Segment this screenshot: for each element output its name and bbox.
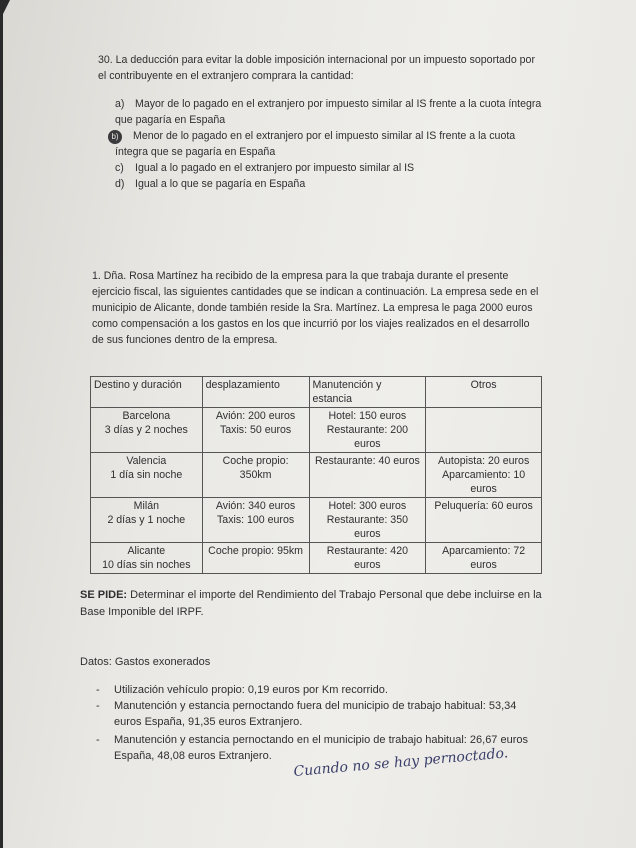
svg-text:Cuando no se hay pernoctado.: Cuando no se hay pernoctado. bbox=[292, 745, 509, 780]
destination: Valencia bbox=[126, 455, 167, 467]
table-row: Barcelona 3 días y 2 noches Avión: 200 euros Taxis: 50 euros Hotel: 150 euros Restaurante: 200 euros bbox=[91, 408, 542, 453]
question-text: 30. La deducción para evitar la doble imposición internacional por un impuesto soportado por el contribuyente en el extranjero comprara la cantidad: bbox=[98, 54, 535, 82]
duration: 1 día sin noche bbox=[110, 469, 183, 481]
se-pide-label: SE PIDE: bbox=[80, 589, 128, 601]
destination: Barcelona bbox=[122, 410, 171, 422]
header-otros: Otros bbox=[426, 377, 542, 408]
table-header-row bbox=[91, 377, 542, 408]
destination: Milán bbox=[133, 500, 159, 512]
handwritten-note bbox=[290, 745, 509, 806]
list-item: - Manutención y estancia pernoctando fuera del municipio de trabajo habitual: 53,34 euros España, 91,35 euros Extranjero. bbox=[96, 700, 517, 728]
table-row: Valencia 1 día sin noche Coche propio: 350km Restaurante: 40 euros Autopista: 20 euros Aparcamiento: 10 euros bbox=[91, 453, 542, 498]
table-row: Milán 2 días y 1 noche Avión: 340 euros Taxis: 100 euros Hotel: 300 euros Restaurante: 350 euros Peluquería: 60 euros bbox=[91, 498, 542, 543]
destination: Alicante bbox=[127, 545, 166, 557]
option-b: b) Menor de lo pagado en el extranjero por el impuesto similar al IS frente a la cuota íntegra que se pagaría en España bbox=[115, 128, 545, 160]
option-c: c) Igual a lo pagado en el extranjero por impuesto similar al IS bbox=[115, 162, 415, 174]
list-item: - Manutención y estancia pernoctando en el municipio de trabajo habitual: 26,67 euros España, 48,08 euros Extranjero. bbox=[96, 734, 528, 762]
option-d: d) Igual a lo que se pagaría en España bbox=[115, 178, 306, 190]
table-row: Alicante 10 días sin noches Coche propio: 95km Restaurante: 420 euros Aparcamiento: 72 euros bbox=[91, 543, 542, 574]
selected-answer-mark: b) bbox=[108, 130, 122, 144]
case-statement: 1. Dña. Rosa Martínez ha recibido de la empresa para la que trabaja durante el presente ejercicio fiscal, las siguientes cantidades que se indican a continuación. La empresa sede en el municipio de Alicante, donde también reside la Sra. Martínez. La empresa le paga 2000 euros como compensación a los gastos en los que incurrió por los viajes realizados en el desarrollo de sus funciones dentro de la empresa. bbox=[92, 270, 539, 346]
list-item: - Utilización vehículo propio: 0,19 euros por Km recorrido. bbox=[96, 684, 388, 696]
task-statement: SE PIDE: Determinar el importe del Rendimiento del Trabajo Personal que debe incluirse en la Base Imponible del IRPF. bbox=[80, 589, 542, 618]
duration: 10 días sin noches bbox=[102, 559, 191, 571]
page-edge-mark bbox=[0, 0, 10, 848]
header-desplazamiento: desplazamiento bbox=[202, 377, 309, 408]
datos-title: Datos: Gastos exonerados bbox=[80, 656, 211, 668]
option-a: a) Mayor de lo pagado en el extranjero por impuesto similar al IS frente a la cuota íntegra que pagaría en España bbox=[115, 98, 542, 126]
header-manutencion: Manutención y estancia bbox=[309, 377, 426, 408]
expenses-table bbox=[90, 376, 542, 574]
header-destino: Destino y duración bbox=[91, 377, 203, 408]
duration: 3 días y 2 noches bbox=[104, 424, 188, 436]
duration: 2 días y 1 noche bbox=[107, 514, 186, 526]
